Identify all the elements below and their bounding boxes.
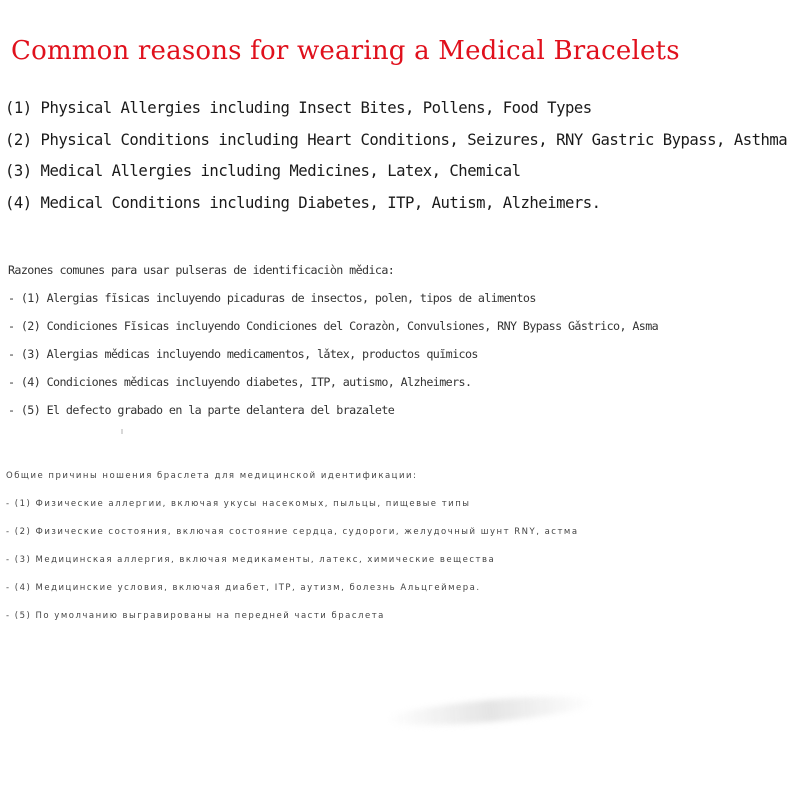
russian-reasons-block (6, 466, 579, 634)
russian-reason-item: - (3) Медицинская аллергия, включая медикаменты, латекс, химические вещества (6, 555, 496, 565)
russian-heading: Общие причины ношения браслета для медицинской идентификации: (6, 471, 418, 481)
spanish-heading: Razones comunes para usar pulseras de identificaciòn mědica: (8, 263, 395, 277)
english-reasons-list (5, 94, 787, 221)
russian-reason-item: - (1) Физические аллергии, включая укусы насекомых, пыльцы, пищевые типы (6, 499, 471, 509)
english-reason-item: (3) Medical Allergies including Medicines, Latex, Chemical (5, 162, 521, 181)
russian-reason-item: - (4) Медицинские условия, включая диабет, ITP, аутизм, болезнь Альцгеймера. (6, 583, 481, 593)
spanish-reason-item: - (4) Condiciones mědicas incluyendo diabetes, ITP, autismo, Alzheimers. (8, 375, 472, 389)
spanish-reason-item: - (2) Condiciones Fĭsicas incluyendo Condiciones del Corazòn, Convulsiones, RNY Bypass Gǎstrico, Asma (8, 319, 659, 333)
spanish-reasons-block (8, 258, 658, 426)
spanish-reason-item: - (3) Alergias mědicas incluyendo medicamentos, lǎtex, productos quĭmicos (8, 347, 478, 361)
spanish-reason-item: - (5) El defecto grabado en la parte delantera del brazalete (8, 403, 395, 417)
russian-reason-item: - (5) По умолчанию выгравированы на передней части браслета (6, 611, 385, 621)
page-title: Common reasons for wearing a Medical Bracelets (11, 36, 680, 66)
background-smudge (384, 691, 595, 731)
english-reason-item: (1) Physical Allergies including Insect Bites, Pollens, Food Types (5, 99, 592, 117)
russian-reason-item: - (2) Физические состояния, включая состояние сердца, судороги, желудочный шунт RNY, астма (6, 527, 579, 537)
english-reason-item: (4) Medical Conditions including Diabetes, ITP, Autism, Alzheimers. (5, 194, 601, 213)
image-speck (121, 429, 123, 434)
spanish-reason-item: - (1) Alergias fĭsicas incluyendo picaduras de insectos, polen, tipos de alimentos (8, 291, 536, 305)
english-reason-item: (2) Physical Conditions including Heart Conditions, Seizures, RNY Gastric Bypass, Asthma (5, 130, 788, 149)
